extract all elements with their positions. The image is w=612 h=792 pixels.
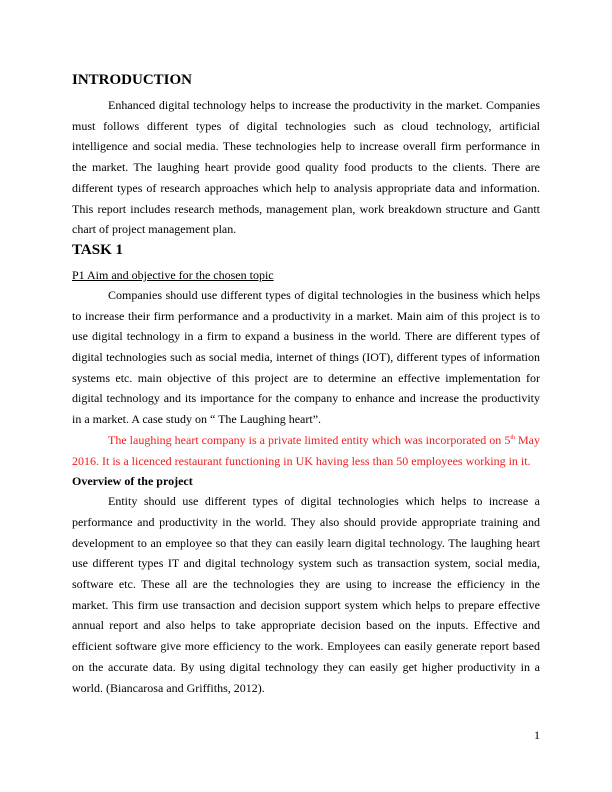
company-info-paragraph: [72, 430, 540, 471]
task1-subheading: P1 Aim and objective for the chosen topic: [72, 267, 274, 282]
introduction-paragraph: Enhanced digital technology helps to increase the productivity in the market. Companies must follows different types of digital technologies such as cloud technology, artificial intelligence and social media. These technologies help to increase overall firm performance in the market. The laughing heart provide good quality food products to the clients. There are different types of research approaches which help to analysis appropriate data and information. This report includes research methods, management plan, work breakdown structure and Gantt chart of project management plan.: [72, 98, 540, 237]
document-page: [72, 70, 540, 698]
company-info-text-start: The laughing heart company is a private limited entity which was incorporated on 5: [108, 432, 511, 447]
task1-heading: TASK 1: [72, 241, 123, 258]
introduction-heading: INTRODUCTION: [72, 72, 193, 88]
company-info-text-end: May 2016. It is a licenced restaurant functioning in UK having less than 50 employees working in it.: [72, 432, 541, 468]
overview-paragraph: Entity should use different types of digital technologies which helps to increase a performance and productivity in the world. They also should provide appropriate training and development to an employee so that they can easily learn digital technology. The laughing heart use different types IT and digital technology system such as transaction system, social media, software etc. These all are the technologies they are using to increase the efficiency in the market. This firm use transaction and decision support system which helps to prepare effective annual report and also helps to take appropriate decision based on the inputs. Effective and efficient software give more efficiency to the work. Employees can easily generate report based on the accurate data. By using digital technology they can easily get higher productivity in a world. (Biancarosa and Griffiths, 2012).: [72, 494, 540, 695]
overview-heading: Overview of the project: [72, 474, 193, 489]
task1-paragraph: Companies should use different types of digital technologies in the business which helps to increase their firm performance and a productivity in a market. Main aim of this project is to use digital technology in a firm to expand a business in the world. There are different types of digital technologies such as social media, internet of things (IOT), different types of information systems etc. main objective of this project are to determine an effective implementation for digital technology and its importance for the company to enhance and increase the productivity in a market. A case study on “ The Laughing heart”.: [72, 287, 540, 427]
ordinal-suffix: th: [510, 434, 515, 441]
page-number: 1: [534, 728, 540, 742]
